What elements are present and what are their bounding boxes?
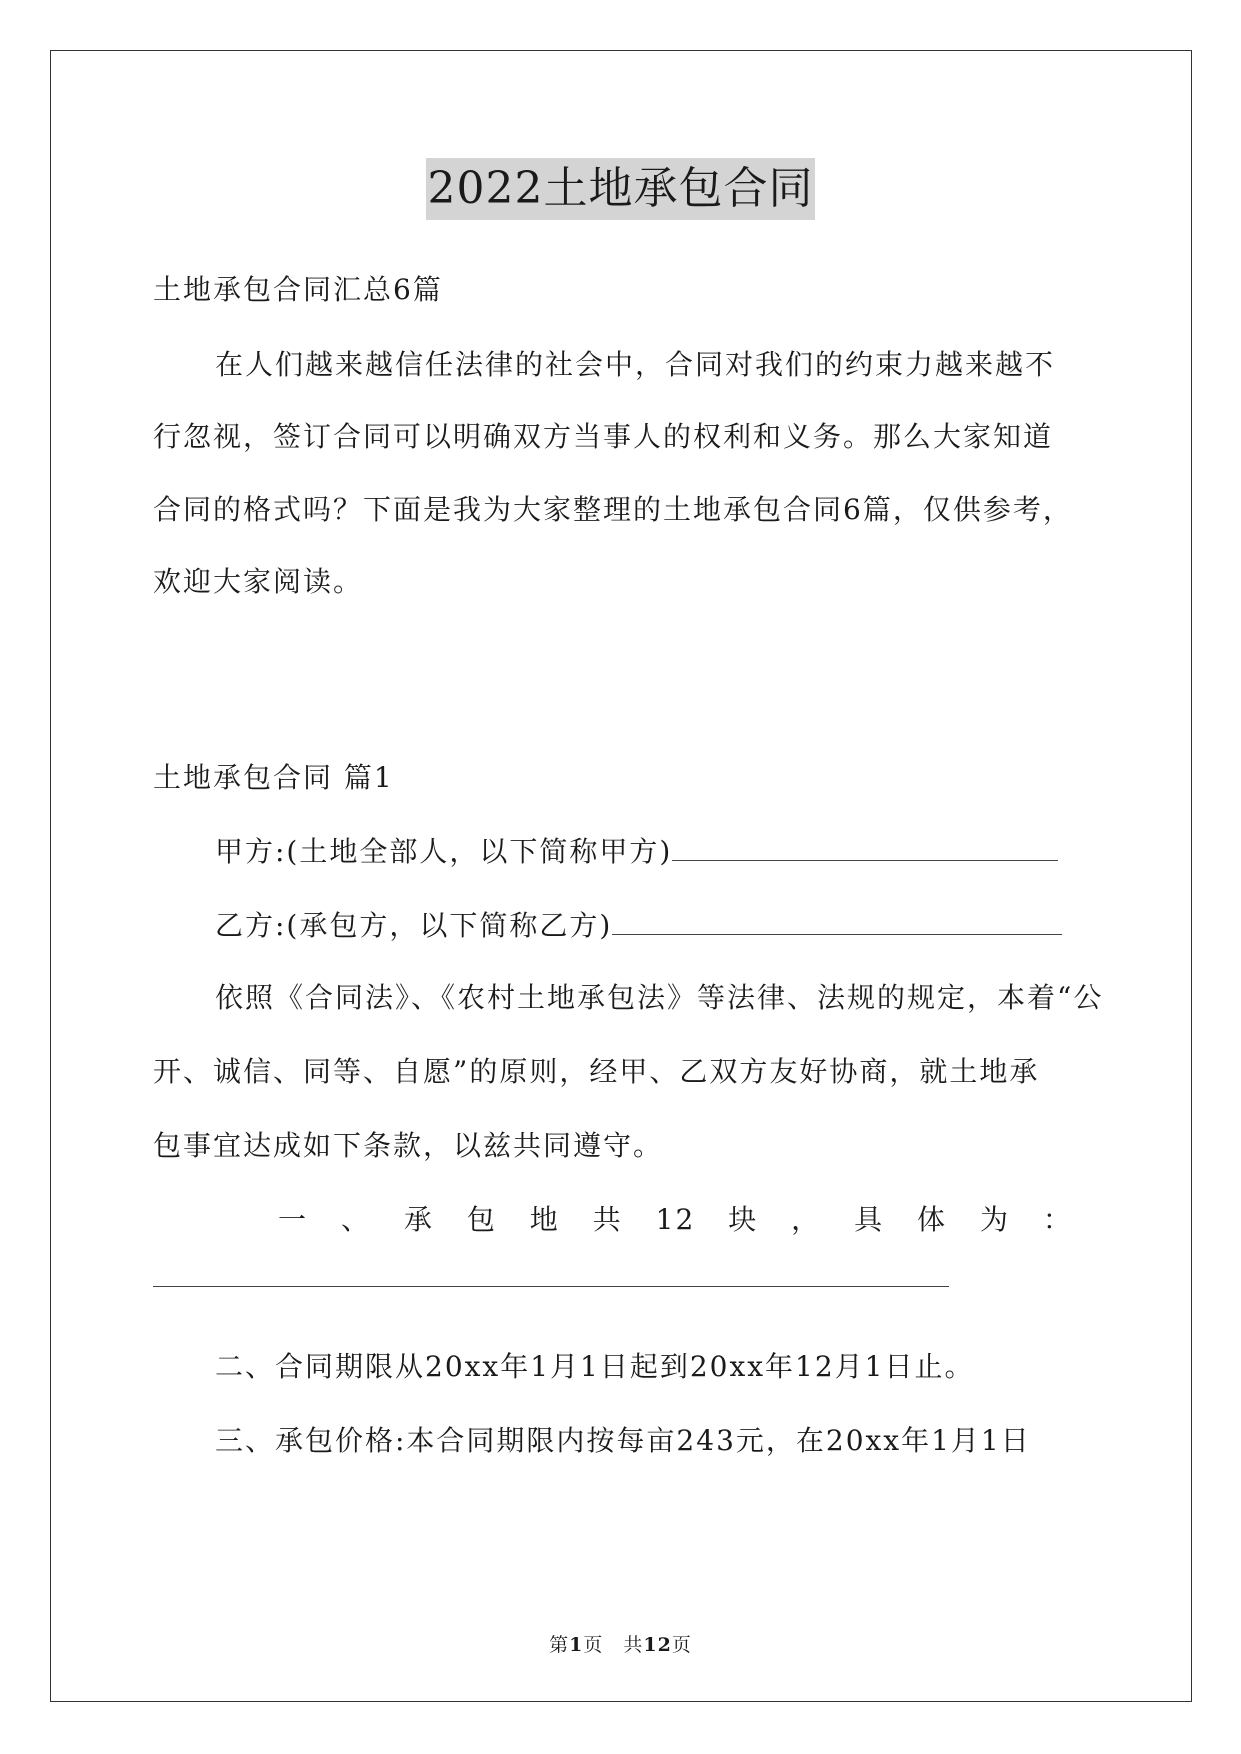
footer-page-number: 1 <box>569 1634 584 1656</box>
clause-3: 三、承包价格:本合同期限内按每亩243元，在20xx年1月1日 <box>215 1424 1031 1457</box>
clause-1-blank-line <box>153 1286 949 1287</box>
clause-1-token: 共 <box>592 1203 623 1236</box>
page-footer <box>0 1630 1241 1657</box>
party-a-line <box>215 830 1093 872</box>
intro-line-4: 欢迎大家阅读。 <box>153 565 364 598</box>
clause-1-token: 体 <box>917 1203 948 1236</box>
clause-1-token: 承 <box>403 1203 434 1236</box>
clause-1-token: 块 <box>728 1203 759 1236</box>
party-b-blank <box>612 904 1062 935</box>
clause-1-token: 为 <box>979 1203 1010 1236</box>
document-title-wrap <box>0 158 1241 220</box>
clause-1-token: 一 <box>278 1203 309 1236</box>
clause-1-token: ， <box>791 1203 822 1236</box>
footer-suffix: 页 <box>671 1634 692 1656</box>
clause-1-token: 具 <box>854 1203 885 1236</box>
clause-2: 二、合同期限从20xx年1月1日起到20xx年12月1日止。 <box>215 1350 975 1383</box>
clause-1-token: ： <box>1042 1203 1073 1236</box>
footer-total-pages: 12 <box>643 1634 672 1656</box>
clause-1 <box>278 1200 1073 1240</box>
intro-line-2: 行忽视，签订合同可以明确双方当事人的权利和义务。那么大家知道 <box>153 420 1054 453</box>
basis-line-2: 开、诚信、同等、自愿”的原则，经甲、乙双方友好协商，就土地承 <box>153 1055 1040 1088</box>
footer-prefix: 第 <box>549 1634 570 1656</box>
clause-1-token: 地 <box>529 1203 560 1236</box>
intro-line-3: 合同的格式吗？下面是我为大家整理的土地承包合同6篇，仅供参考， <box>153 493 1073 526</box>
clause-1-token: 、 <box>340 1203 371 1236</box>
basis-line-1: 依照《合同法》、《农村土地承包法》等法律、法规的规定，本着“公 <box>215 981 1104 1014</box>
party-a-blank <box>672 830 1058 861</box>
section-heading: 土地承包合同 篇1 <box>153 761 394 794</box>
clause-1-token: 12 <box>655 1203 696 1236</box>
clause-1-token: 包 <box>466 1203 497 1236</box>
party-b-line <box>215 904 1093 946</box>
basis-line-3: 包事宜达成如下条款，以兹共同遵守。 <box>153 1129 664 1162</box>
document-title: 2022土地承包合同 <box>426 158 816 220</box>
subtitle: 土地承包合同汇总6篇 <box>153 273 443 306</box>
party-b-label: 乙方:(承包方，以下简称乙方) <box>215 909 613 942</box>
footer-middle: 页 共 <box>583 1634 644 1656</box>
party-a-label: 甲方:(土地全部人，以下简称甲方) <box>215 835 673 868</box>
intro-line-1: 在人们越来越信任法律的社会中，合同对我们的约束力越来越不 <box>215 348 1056 381</box>
